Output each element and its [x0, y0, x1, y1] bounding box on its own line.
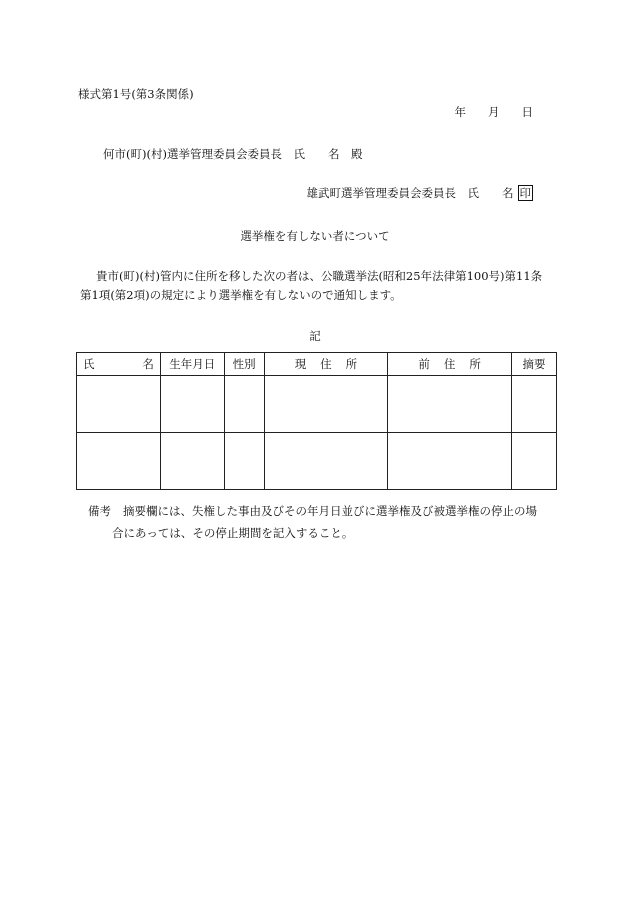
body-text — [80, 267, 560, 305]
header-name-a: 氏 — [83, 357, 95, 371]
table-row — [77, 376, 557, 433]
cell-previous-address — [388, 376, 512, 433]
cell-birthdate — [160, 433, 224, 490]
sender-title: 雄武町選挙管理委員会委員長 氏 名 — [306, 186, 514, 200]
cell-name — [77, 376, 161, 433]
date-month: 月 — [488, 105, 500, 119]
remarks-label: 備考 — [88, 504, 111, 518]
header-name — [77, 353, 161, 376]
date-year: 年 — [454, 105, 466, 119]
cell-current-address — [264, 433, 388, 490]
cell-sex — [224, 376, 264, 433]
ki-heading: 記 — [309, 329, 321, 343]
header-previous-address — [388, 353, 512, 376]
body-line-1: 貴市(町)(村)管内に住所を移した次の者は、公職選挙法(昭和25年法律第100号)第11条 — [96, 269, 543, 283]
sender-line — [0, 185, 533, 201]
header-summary: 摘要 — [512, 353, 557, 376]
cell-summary — [512, 376, 557, 433]
addressee: 何市(町)(村)選挙管理委員会委員長 氏 名 殿 — [103, 147, 363, 161]
date-day: 日 — [521, 105, 533, 119]
remarks-line-1: 摘要欄には、失権した事由及びその年月日並びに選挙権及び被選挙権の停止の場 — [123, 504, 537, 518]
cell-birthdate — [160, 376, 224, 433]
cell-previous-address — [388, 433, 512, 490]
subject-title: 選挙権を有しない者について — [240, 229, 390, 243]
header-current-address-label: 現住所 — [294, 357, 372, 371]
cell-current-address — [264, 376, 388, 433]
cell-name — [77, 433, 161, 490]
date-line — [0, 104, 533, 120]
header-birthdate: 生年月日 — [160, 353, 224, 376]
table-header-row — [77, 353, 557, 376]
header-previous-address-label: 前住所 — [418, 357, 495, 371]
form-number: 様式第1号(第3条関係) — [78, 87, 194, 101]
records-table — [76, 352, 557, 490]
table-row — [77, 433, 557, 490]
remarks-line-2: 合にあっては、その停止期間を記入すること。 — [112, 526, 354, 540]
header-sex: 性別 — [224, 353, 264, 376]
cell-sex — [224, 433, 264, 490]
header-name-b: 名 — [142, 357, 154, 371]
remarks — [88, 500, 558, 544]
body-line-2: 第1項(第2項)の規定により選挙権を有しないので通知します。 — [80, 288, 402, 302]
header-current-address — [264, 353, 388, 376]
cell-summary — [512, 433, 557, 490]
seal-mark: 印 — [519, 186, 531, 200]
